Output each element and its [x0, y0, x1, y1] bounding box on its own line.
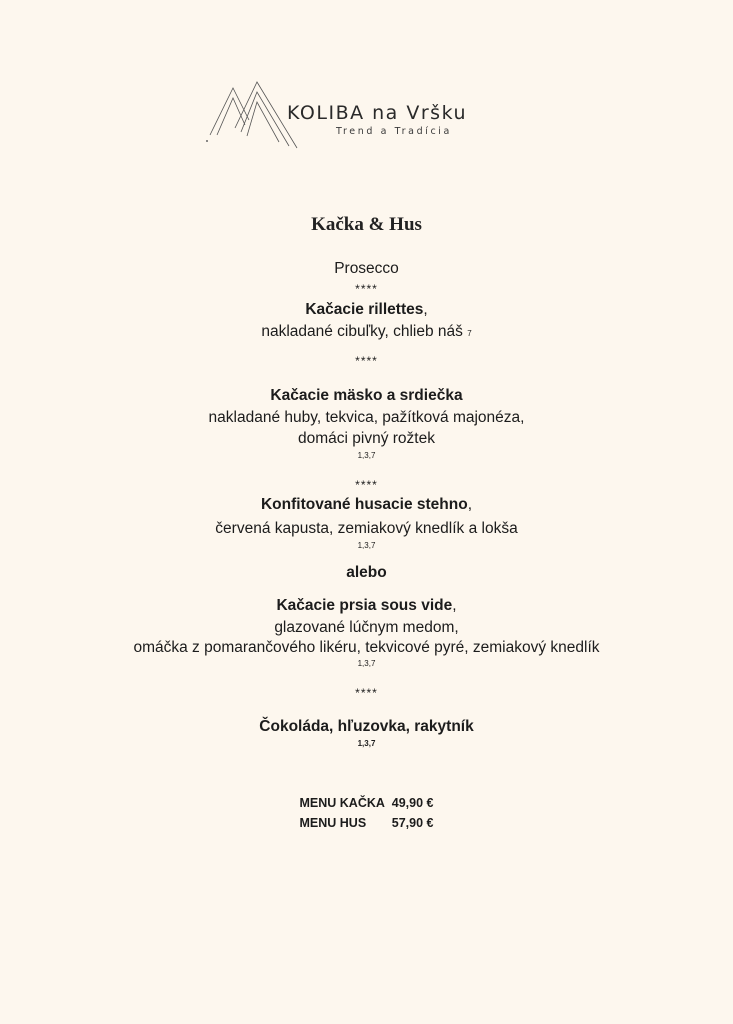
menu-title: Kačka & Hus: [311, 214, 422, 235]
course3-name-line: [0, 496, 733, 514]
aperitif: Prosecco: [334, 260, 399, 277]
course3-desc: červená kapusta, zemiakový knedlík a lokša: [215, 520, 518, 537]
course1-name: Kačacie rillettes: [305, 301, 424, 318]
course1-name-line: [0, 301, 733, 319]
or-label: alebo: [346, 564, 387, 581]
course2-desc-line1: nakladané huby, tekvica, pažítková majonéza,: [208, 409, 525, 426]
course1-desc-line: [0, 323, 733, 341]
course2-allergens: 1,3,7: [357, 451, 376, 460]
course4-name: Kačacie prsia sous vide: [276, 597, 453, 614]
logo-dot: [206, 140, 208, 142]
price-value: 49,90 €: [391, 796, 434, 810]
course4-desc-line1: glazované lúčnym medom,: [274, 619, 459, 636]
price-value: 57,90 €: [391, 816, 434, 830]
course1-allergens: 7: [467, 329, 472, 338]
course2-name: Kačacie mäsko a srdiečka: [270, 387, 463, 404]
price-label: MENU HUS: [299, 816, 367, 830]
course3-name: Konfitované husacie stehno: [260, 496, 468, 513]
course3-allergens: 1,3,7: [357, 541, 376, 550]
brand-name: KOLIBA na Vršku: [287, 102, 468, 124]
separator: ****: [355, 354, 378, 368]
course4-name-line: [0, 597, 733, 615]
brand-tagline: Trend a Tradícia: [336, 126, 452, 137]
course2-desc-line2: domáci pivný rožtek: [298, 430, 435, 447]
logo: [205, 80, 515, 150]
course3-name-suffix: ,: [467, 496, 472, 513]
course1-name-suffix: ,: [423, 301, 428, 318]
dessert-allergens: 1,3,7: [357, 739, 376, 748]
course4-allergens: 1,3,7: [357, 659, 376, 668]
separator: ****: [355, 478, 378, 492]
course4-desc-line2: omáčka z pomarančového likéru, tekvicové pyré, zemiakový knedlík: [133, 639, 600, 656]
price-row: [0, 816, 733, 830]
separator: ****: [355, 282, 378, 296]
course4-name-suffix: ,: [452, 597, 457, 614]
dessert-name: Čokoláda, hľuzovka, rakytník: [259, 718, 474, 735]
price-label: MENU KAČKA: [299, 796, 385, 810]
course1-desc: nakladané cibuľky, chlieb náš: [261, 323, 463, 340]
separator: ****: [355, 686, 378, 700]
price-row: [0, 796, 733, 810]
